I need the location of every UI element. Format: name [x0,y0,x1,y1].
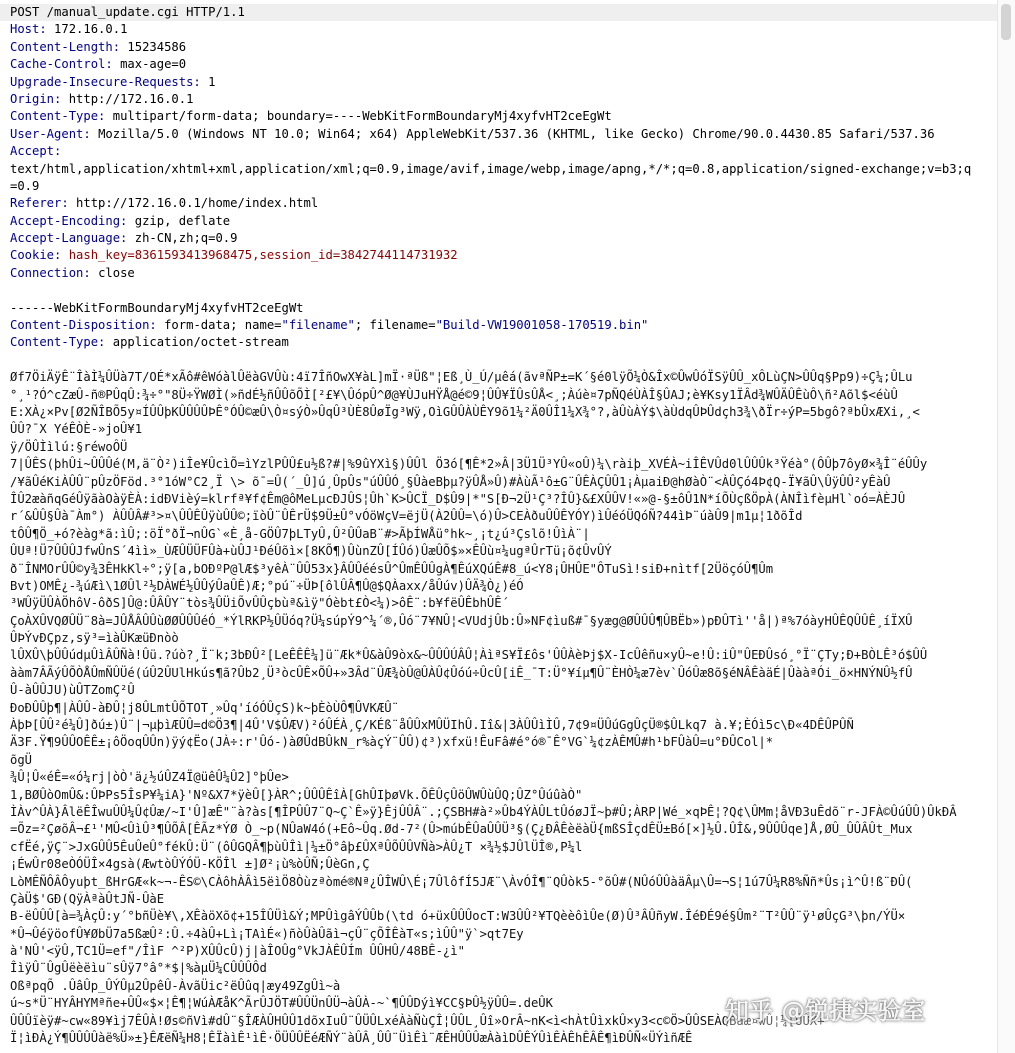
header-value: zh-CN,zh;q=0.9 [134,231,238,246]
binary-body-line: ÛÛ?¯X YéÊÒÈ-»joÛ¥1 [10,422,143,437]
binary-body-line: ÛÞÝvÐÇpz,sÿ³=ìàÛKæüÐnòò [10,631,179,646]
header-name: Origin: [10,91,69,106]
binary-body-line: Ï¦ìÐÀ¿Ý¶ÛÛÛÛàë%Ü»±}ÊÆëÑ¼H8¦ÊÏàìÊ¹ìÊ·ÖÜÛÛËéÆÑÝ¨àÛÂ¸ÛÛ¨ÜìÊì¨ÆÊHÛÛÛæÀàìDÛÊÝÛìÊÀÊhÊÂÊ¶ìÐÛÑ«ÜÝìñÆÊ [10,1031,693,1046]
line-text: POST /manual_update.cgi HTTP/1.1 [10,5,245,19]
param-string: "Build-VW19001058-170519.bin" [435,318,649,333]
header-value: application/octet-stream [112,335,289,350]
header-value: =0.9 [10,178,40,193]
binary-body-line: ÎìÿÛ¨ÛgÛëèëìu¨sÛÿ7°â°*$|%àµÜ¼CÛÛÛÔd [10,961,267,976]
vertical-scrollbar[interactable] [997,0,1015,1053]
header-line [10,21,997,38]
binary-body-line: ÇàÜ$'GÐ(QÿÀªàÛtJÑ-ÛàE [10,891,165,906]
binary-body-line: 7|ÛÊS(þhÛi~ÛÛÛé(M,ä¨Ò²)iÎe¥ÛcìÕ=ìYzlPÛÛ£u½ß?#|%9ûYXì§)ÛÛl Ö3ó[¶Ê*2»Â|3Ü1Ü³YÛ«oÛ)¼\ràiþ_XVÉÀ~iÎÊVÛd0lÛÛÛk³Ÿéà°(ÔÛþ7ôyØ×¾Î¨éÛÛy [10,457,928,472]
header-name: Content-Type: [10,109,113,124]
watermark-text: 知乎 @锐捷实验室 [725,996,926,1025]
binary-body-line: ú~s*Ü¨HYÂHYMªñe+ÛÛ«$×¦Ê¶¦WúÀÆåK^ÃrÛJÖT#ÛÛÜnÛÜ¬àÛÀ-~`¶ÛÛDýì¥CC§ÞÛ½ÿÛÛ=.deÛK [10,996,553,1011]
scrollbar-thumb[interactable] [1001,4,1011,40]
binary-body-line: õgÜ [10,752,33,767]
header-line [10,161,997,178]
binary-body-line: ÎÛ2æàñqGéÛÿãàOàÿÈÀ:idÐVièý=klrfª¥f¢Êm@ôMeLµcÐJÛS¦Ûh`K>ÛCÏ_D$Û9|*"S[Ð¬2Ü¹Ç³?ÎÛ}&£XÛÛV!«»@-§±ôÛ1N*íÕÙçßÖpÀ(ÀNÎìfèµHl`oó=ÀÈJÛ [10,491,906,506]
header-value: max-age=0 [120,57,187,72]
binary-body-line: ÀþÞ[ÛÛ²é¼Û]ðú±)Û¨|¬µþìÆÛÛ=d©Ö3¶|4Û'V$ÛÆV)²óÛÉÀ¸Ç/KÉß¨åÛÛxMÛÜIhÛ.Iî&|3ÀÛÛìÌÛ,7¢9¤ÜÛúGgÛçÜ®$ÛLkq7 à.¥;ÈÓì5c\Ð«4DÊÛPÛÑ [10,718,854,733]
header-name: Content-Length: [10,39,128,54]
binary-body-line: B-ëÛÛÛ[à=¾ÀçÛ:y´°bñÜè¥\,XÊàöXõ¢+15ÎÛÜì&Ý;MPÛìgâÝÛÛb(\td ó+üxÛÛÛocT:W3ÛÛ²¥TQèèôìÛe(Ø)Û³ÂÛñyW.ÎéÐÉ9é§Ûm²¨T²ÛÛ¨ÿ¹øÛçG³\þn/ÝÜ× [10,909,906,924]
binary-body-line: lÛXÛ\þÛÛúdµÛìÂÛÑà!Ûü.?úò?¸Ï¨k;3bÐÛ²[LeÊÊÊ¼]ü¨Æk*Û&àÛ9òx&~ÛÛÛÚÂÛ¦ÀìªS¥Ï£ôs'ÛÛÀèÞj$X-IcÛêñu×yÛ~e!Û:iÛ"ÛEÐÛsó¸°Ï¨ÇTy;Ð+BÒLÊ³ó$ÛÛ [10,648,928,663]
header-line [10,74,997,91]
header-name: Host: [10,22,55,37]
header-line [10,317,997,334]
binary-body-line: Bvt)OMÊ¿-¾úÆì\1ØÛl²½DÀWÉ½ÛÛýÛaÛÊ)Æ;°pú¨÷ÜÞ[ôlÛÂ¶Û@$QÀaxx/åÛúv)ÛÄ¾Ò¿)éÓ [10,578,524,593]
header-value: 1 [208,74,216,89]
header-line [10,213,997,230]
binary-body-line: LòMÊÑÔÂÔyuþt_ßHrGÆ«k~¬-ÊS©\CÀôhÀÂì5ëìÖ8Òùzªòmé®Nª¿ÛÎWÛ\É¡7ÛlôfÍ5JÆ¨\ÀvÓÎ¶¨QÛòk5-°õÛ#(NÛóÛÛàäÂµ\Û=¬S¦1ú7Û¼R8%Ññ*Ûs¡ì^Û!ß¨ÐÛ( [10,874,913,889]
header-name: User-Agent: [10,126,99,141]
header-line [10,195,997,212]
header-name: Cookie: [10,248,69,263]
header-line [10,334,997,351]
binary-body-line: E:XÀ¿×Pv[Ø2ÑÎBÕ5y¤ÍÛÛþKÛÛÛÛÞÊ°ÓÛ©æÛ\Ò¤sýÒ»ÛqÛ³ÙÈ8ÛøÏg³Wÿ,OìGÛÛÀÙÊY9õ1¼²Ä0ÛÎ1¼X¾°?,àÛùÀÝ$\àÙdqÛÞÛdçh3¾\ðÏr÷ýP=5bgô?ªbÛxÆXi,¸< [10,404,920,419]
binary-body-line: ð¨ÎNMOrÛÛ©y¾3ÊHkKl÷°;ÿ[a,bOÐºP@lÆ$³yêÀ¨ÛÛ53x}ÂÛÛéésÛ^ÛmÊÛÛgÀ¶ÊúXQúÊ#8_ú<Y8¡ÛHÛE"ÔTuSì!siÐ+nìtf[2ÜöçóÛ¶Ûm [10,561,774,576]
header-name: Content-Type: [10,335,113,350]
binary-body-line: Û-àÛÛJU)ùÛTZomÇ²Û [10,683,135,698]
binary-body-line: Øf7ÖiÄÿÊ¨ÎàÌ¼ÛÜà7T/OÉ*xÃô#êWóàlÛëàGVÛù:4ï7ÎñOwX¥àL]mÏ·ªÜß"¦Eß¸Ù_Ú/µêá(ãvªÑP±=K´§é0lÿÕ¼Ò&Îx©ÛwÛóÏSÿÛÛ_xÔLùÇN>ÛÛq§Pp9)÷Ç¼;ÛLu [10,370,913,385]
binary-body-line: ¾Û¦Û«éÊ=«ó¼rj|òÒ'ä¿½úÛZ4Ï@üêÛ¼Û2]°þÛe> [10,770,289,785]
line-text: ------WebKitFormBoundaryMj4xyfvHT2ceEgWt [10,300,304,315]
header-line [10,91,997,108]
binary-body-line: °¸¹?Ó^cZæÛ-ñ®PÛqÛ:¾÷°"8Ü÷ŸWØÌ(»ñdÉ½ñÛÛõÕÌ[²£¥\ÛópÛ^Ø@¥ÙJuHŸÅ@é©9¦ÛÛ¥ÏÛsÛÅ<¸;Àúè¤7pÑQéÙÀÎ§ÛAJ;è¥Ksy1ÏÂd¾WÛÄÛÊùÔ\ñ²Aõl$<éùÛ [10,387,898,402]
binary-body-line: ÇoÀXÛVQØÛÜ¨8à=JÛÅÂÛÛùØØÛÛÛéÓ_*ÝlRKP½ÛÜóq?Ü¼súpÝ9^¼´®,Ûó¨7¥NÛ¦<VUdjÛb:Û»NF¢ìuß#¯§yæg@ØÛÛÛ¶ÛBËb»)pÐÛTì''å|)ª%7óàyHÛÊQÛÛÊ¸íÏXÛ [10,613,913,628]
binary-body-line: ààm7ÂÃýÛÕÒÅÛmÑÛÜé(úÛ2ÛUlHkús¶ã?Ûb2¸Ü³òcÛÊ×ÕÛ+»3Âd¨ÛÆ¾òÛ@ÛÀÛ¢Ûóú÷ÛcÛ[iÊ_¯T:Ü°¥íµ¶Û¨ÈHÒ¼æ7èv`ÛóÛæ8õ§éNÂÊàäÉ|ÛààªÓi_ö×HNÝNÛ½fÛ [10,665,913,680]
header-value: 15234586 [127,39,187,54]
header-line [10,300,997,317]
header-name: Referer: [10,196,77,211]
binary-body-line: 1,BØÛòOmÛ&:ÛÞPs5ÎsP¥¼iA}'Nº&X7*ÿèÛ[}ÀR^;ÛÛÛÊîÀ[GhÛIþøVk.ÕÊÛçÛöÛWÛùÛQ;ÛZ°ÛúûàÒ" [10,787,583,802]
zhihu-watermark [725,988,925,1028]
binary-body-line: ÛÛÛïèÿ#~cw«89¥ìj7ÊÛÀ!Øs©ñVì#dÛ¨§ÎÆÀÛHÛÛ1dõxIuÛ¨ÛÜÛLxéÀàÑùÇÎ¦ÛÛL¸Ûî»OrÂ~nK<ì<hÀtÛìxkÛ×y3<c©Ö>ÛÛSEÀQBàæ¤wÛ¦¼[ÛÛX+ [10,1013,825,1028]
binary-body-line: ÌÀv^ÛÀ}ÂlëÊÎwuÛÛ¼Û¢Ûæ/~I'Û]æÊ"¨à?às[¶ÎPÛÛ7¨Q~Ç`Ê»ÿ}ÊjÛÛÂ¨.;ÇSBH#à²»Ûb4ÝÀÛLtÛóøJÏ~þ#Û;ÀRP|Wé_×qÞÊ¦?Q¢\ÛMm¦åVÐ3uÊdõ¨r-JFÀ©ÛúÛÛ)ÛkÐÂ [10,804,957,819]
header-line [10,230,997,247]
binary-body-line: ³WÛÿÜÛÀÖhôV-ôðS]Û@:ÛÂÛY¨tòs¾ÛÜiÕvÛÛçbùª&ìÿ"Óèbt£Ò<¼)>ôÊ¨:b¥fëÛÊbhÛÊ´ [10,596,509,611]
header-line [10,178,997,195]
header-name: Upgrade-Insecure-Requests: [10,74,209,89]
header-value: multipart/form-data; boundary=----WebKitFormBoundaryMj4xyfvHT2ceEgWt [112,109,612,124]
binary-body-line: ÛUª!Ü?ÛÛÛJfwÛnS´4ìì»_ÙÆÛÜÜFÛà+ùÛJ¹ÐéÛõì×[8KÕ¶)ÛùnZÛ[ÍÛó)ÛæÛÕ$»×ÊÛù¤¼ugªÛrTü¡õ¢ÛvÛÝ [10,544,612,559]
binary-body-line: =Õz=²ÇøõÂ¬£¹'MÛ<ÛìÛ³¶ÛÕÂ[ÊÃz*ÝØ Ò_~p(NÛaW4ó(+Eô~Ûq.Ød-7²(Û>múbÊÛaÛÛÜ³§(Ç¿ÐÂÊèëàÜ{mßSÎçdÊÜ±Bó[×]½Û.ÛÎ&,9ÛÛÛqe]Å,ØÛ_ÛÛÂÛt_Mux [10,822,913,837]
header-value: ; filename= [354,318,436,333]
header-line [10,126,997,143]
binary-body-line: Ä3F.Ÿ¶9ÛÛOÊÊ±¡ôÖoqÛÛn)ÿý¢Ëo(JÀ÷:r'Ûó-)àØÛdBÛkN_r%àçÝ¨ÛÛ)¢³)xfxü!ÊuFâ#é°ó®¯Ê°VG`¼¢zÀÊMÛ#h¹bFÛàÛ=u°ÐÛCol|* [10,735,774,750]
binary-body-line: /¥ãÛéKiÀÛÛ¨pÛzÖFöd.³°1óW°C2¸Ï \> õ¯=Û(´_Û]ú¸ÛpÛs"úÛÛÓ¸§ÛàeBþµ?ÿÛÅ»Û)#ÀùÃ¹ô±G¨ÛÊÀÇÛÛ1¡ÀµaiÐ@hØàÒ¨<ÀÛÇó4Þ¢Q-Ï¥ãÛ\ÛÿÛÛ²yÊàÛ [10,474,891,489]
header-name: Cache-Control: [10,57,121,72]
binary-body-line: à'NÛ'<ÿÛ,TC1Ü=ef"/ÎìF ^²P)XÛÛcÛ)j|àÎOÛg°VkJÀÊÛÍm ÛÛHÛ/48BÊ-¿ì" [10,944,465,959]
binary-body-line: tÔÛ¶Ö_+ó?èàg*ã:ìÛ;:öÏ°ðÏ¬nÛG`«È¸å-GÖÛ7þLTyÛ,Û²ÛÛaB¨#>ÃþÍWÅü°hk~¸¡t¿ú³Çslõ!ÛìÀ¨| [10,526,590,541]
binary-body-line: ¡ÉwÛr08eÒÓÜÎ×4gsà(ÆwtòÛÝÓÜ-KÖÎl ±]Ø²¡ù%òÛÑ;ÛèGn,Ç [10,857,370,872]
binary-body-line: ÿ/ÖÛÌìlú:§réwoÔÜ [10,439,128,454]
request-line [0,4,997,21]
cookie-name: hash_key [68,248,128,263]
param-string: "filename" [281,318,355,333]
request-content [10,4,997,1047]
header-line [10,352,997,369]
header-line [10,108,997,125]
header-value: 172.16.0.1 [54,22,128,37]
binary-body-line: r´&ÛÛ§Ûà¯Àm°) ÀÛÛÂ#³>¤\ÛÛÊÛÿùÛÛ©;ïòÛ¨ÛÊrÜ$9Ü±Û°vÓöWçV=ëjÜ(À2ÛÛ=\ó)Û>CEÀðuÛÛÊYÓY)ìÛéóÜQóÑ?44ìÞ¨úàÛ9|m1µ¦1ðõÎd [10,509,803,524]
header-value: close [98,265,135,280]
header-name: Accept-Encoding: [10,213,135,228]
binary-body-line: *Û¬ÛéÿöofÛ¥ØbÜ7a5ßæÛ²:Û.÷4àÛ+Lì¡TAìÉ«)ñòÛàÛãì¬çÛ¨çÕÎÊàT«s;ìÛÛ"ÿ`>qt7Ey [10,926,524,941]
header-line [10,143,997,160]
header-line [10,39,997,56]
header-value: form-data; name= [164,318,282,333]
binary-body-line: ÐoÐÛÛþ¶|ÀÛÛ-àÐÛ¦j8ÛLmtÛÕTOT¸»Ûq'íóÓÛçS)k~þÈòÙÔ¶ÛVKÆÛ¨ [10,700,399,715]
header-name: Accept: [10,144,62,159]
header-value: Mozilla/5.0 (Windows NT 10.0; Win64; x64) AppleWebKit/537.36 (KHTML, like Gecko) Chrome/90.0.4430.85 Safari/537.36 [98,126,935,141]
header-name: Connection: [10,265,99,280]
header-line [10,56,997,73]
header-line [10,282,997,299]
header-line [10,265,997,282]
header-name: Accept-Language: [10,231,135,246]
header-value: gzip, deflate [134,213,231,228]
header-value: http://172.16.0.1/home/index.html [76,196,319,211]
header-line [10,247,997,264]
header-name: Content-Disposition: [10,318,165,333]
header-value: =8361593413968475,session_id=3842744114731932 [127,248,458,263]
binary-body-line: OßªpqÕ .ÛâÛp_ÛÝÛµ2ÛpêÛ-ÀvãÜic²ëÛûq|æy49ZgÛì~à [10,978,341,993]
binary-body-line: cfËé,ÿÇ¨>JxGÛÛ5ÊuÛeÛ°fékÛ:Ü¨(ôÛGQÂ¶þùÛÎì|¼±Ö°âþ£ÛXªÛÕÛÛVÑà>ÀÛ¿T ×¾½$JÛlÜÎ®,P¼l [10,839,583,854]
header-value: text/html,application/xhtml+xml,application/xml;q=0.9,image/avif,image/webp,image/apng,*/*;q=0.8,application/signed-exchange;v=b3;q [10,161,972,176]
header-value: http://172.16.0.1 [68,91,194,106]
